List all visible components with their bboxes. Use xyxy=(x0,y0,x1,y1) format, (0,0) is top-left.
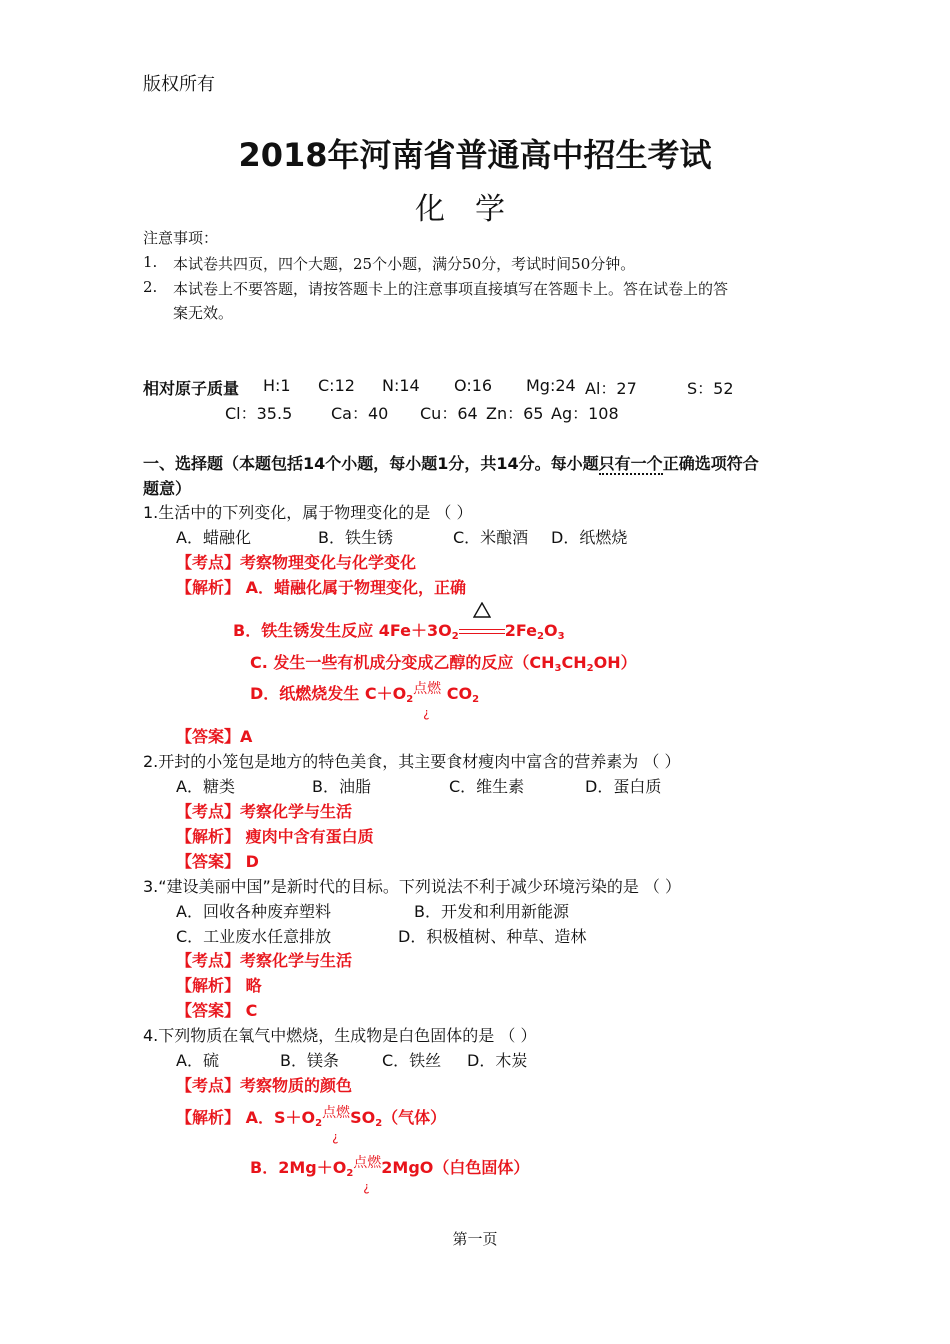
ignite-label: 点燃 xyxy=(413,681,442,697)
q2-answer: 【答案】 D xyxy=(176,852,259,871)
q2-kaodian: 【考点】考察化学与生活 xyxy=(176,802,353,821)
q1-answer: 【答案】A xyxy=(176,727,253,746)
notice-item-1: 本试卷共四页，四个大题，25个小题，满分50分，考试时间50分钟。 xyxy=(173,255,636,273)
atomic-mass-o: O:16 xyxy=(454,376,493,395)
q4-jiexi-b: B．$2Mg+O_2$点燃 ¿ 2MgO（白色固体） xyxy=(250,1155,530,1194)
copyright-note: 版权所有 xyxy=(143,74,215,95)
atomic-mass-ag: Ag：108 xyxy=(551,404,619,423)
atomic-mass-zn: Zn：65 xyxy=(486,404,544,423)
q1-option-c: C．米酿酒 xyxy=(453,528,529,547)
atomic-mass-n: N:14 xyxy=(382,376,420,395)
q4-jiexi-a-tail: （气体） xyxy=(382,1108,447,1127)
q3-stem: 3.“建设美丽中国”是新时代的目标。下列说法不利于减少环境污染的是 （ ） xyxy=(143,877,682,896)
notice-heading: 注意事项： xyxy=(143,229,219,247)
q2-option-d: D．蛋白质 xyxy=(585,777,662,796)
q4-jiexi-a-lhs: 【解析】 A．S＋O xyxy=(176,1108,316,1127)
q2-option-c: C．维生素 xyxy=(449,777,525,796)
section-heading-line2: 题意） xyxy=(143,479,192,498)
q4-jiexi-a: 【解析】 A．$S+O_2$点燃 ¿ $SO_2$（气体） xyxy=(176,1105,447,1144)
q1-stem: 1.生活中的下列变化，属于物理变化的是 （ ） xyxy=(143,503,473,522)
q2-stem: 2.开封的小笼包是地方的特色美食，其主要食材瘦肉中富含的营养素为 （ ） xyxy=(143,752,681,771)
q4-option-c: C．铁丝 xyxy=(382,1051,442,1070)
notice-item-2-num: 2. xyxy=(143,278,158,296)
section-heading-b: 正确选项符合 xyxy=(662,454,759,473)
page-number: 第一页 xyxy=(452,1230,498,1248)
q4-option-d: D．木炭 xyxy=(467,1051,528,1070)
notice-item-2-cont: 案无效。 xyxy=(173,304,234,322)
q1-jiexi-d-rhs: CO xyxy=(446,684,473,703)
atomic-mass-al: Al：27 xyxy=(585,379,637,398)
q1-jiexi-d-lhs: D．纸燃烧发生 C＋O xyxy=(250,684,407,703)
q4-option-a: A．硫 xyxy=(176,1051,219,1070)
q1-kaodian: 【考点】考察物理变化与化学变化 xyxy=(176,553,417,572)
section-heading-a: 一、选择题（本题包括14个小题，每小题1分，共14分。每小题 xyxy=(143,454,599,473)
q3-option-d: D．积极植树、种草、造林 xyxy=(398,927,587,946)
atomic-mass-label: 相对原子质量 xyxy=(143,379,240,398)
heat-arrow xyxy=(459,624,505,640)
q4-jiexi-b-rhs: 2MgO（白色固体） xyxy=(381,1158,530,1177)
q3-answer: 【答案】 C xyxy=(176,1001,258,1020)
ignite-glyph-3: ¿ xyxy=(363,1180,370,1194)
q1-option-a: A．蜡融化 xyxy=(176,528,251,547)
exam-title: 2018年河南省普通高中招生考试 xyxy=(238,136,712,174)
q4-kaodian: 【考点】考察物质的颜色 xyxy=(176,1076,353,1095)
q3-option-c: C．工业废水任意排放 xyxy=(176,927,332,946)
q1-jiexi-a: 【解析】 A．蜡融化属于物理变化，正确 xyxy=(176,578,466,597)
q1-jiexi-b-rhs: 2Fe xyxy=(504,621,538,640)
q3-option-b: B．开发和利用新能源 xyxy=(414,902,569,921)
q1-jiexi-b-lhs: B．铁生锈发生反应 4Fe＋3O xyxy=(233,621,452,640)
section-heading xyxy=(143,451,759,474)
atomic-mass-cu: Cu：64 xyxy=(420,404,478,423)
section-heading-emphasis: 只有一个 xyxy=(598,454,663,473)
atomic-mass-h: H:1 xyxy=(263,376,291,395)
q2-option-a: A．糖类 xyxy=(176,777,235,796)
q4-stem: 4.下列物质在氧气中燃烧，生成物是白色固体的是 （ ） xyxy=(143,1026,537,1045)
atomic-mass-ca: Ca：40 xyxy=(331,404,389,423)
ignite-condition-2 xyxy=(322,1105,351,1144)
q3-option-a: A．回收各种废弃塑料 xyxy=(176,902,331,921)
ignite-label-2: 点燃 xyxy=(322,1105,351,1121)
q4-option-b: B．镁条 xyxy=(280,1051,339,1070)
ignite-condition-3 xyxy=(353,1155,382,1194)
atomic-mass-mg: Mg:24 xyxy=(526,376,576,395)
q1-option-b: B．铁生锈 xyxy=(318,528,393,547)
q1-jiexi-c-text: C. 发生一些有机成分变成乙醇的反应（CH xyxy=(250,653,555,672)
ignite-glyph: ¿ xyxy=(423,706,430,720)
q2-jiexi: 【解析】 瘦肉中含有蛋白质 xyxy=(176,827,374,846)
ignite-glyph-2: ¿ xyxy=(332,1130,339,1144)
q1-jiexi-c: C. 发生一些有机成分变成乙醇的反应$(CH_3CH_2OH)$ xyxy=(250,653,637,674)
q1-jiexi-b: B．铁生锈发生反应 $4Fe+3O_2$ $2Fe_2O_3$ xyxy=(233,618,565,642)
notice-item-2: 本试卷上不要答题，请按答题卡上的注意事项直接填写在答题卡上。答在试卷上的答 xyxy=(173,280,729,298)
q1-jiexi-d: D．纸燃烧发生 $C+O_2$点燃 ¿ $CO_2$ xyxy=(250,681,480,720)
notice-item-1-num: 1. xyxy=(143,253,158,271)
ignite-condition xyxy=(413,681,442,720)
atomic-mass-cl: Cl：35.5 xyxy=(225,404,293,423)
ignite-label-3: 点燃 xyxy=(353,1155,382,1171)
q2-option-b: B．油脂 xyxy=(312,777,371,796)
heat-triangle-icon xyxy=(473,602,491,622)
exam-subject: 化学 xyxy=(415,192,535,227)
q4-jiexi-b-lhs: B．2Mg＋O xyxy=(250,1158,347,1177)
q1-option-d: D．纸燃烧 xyxy=(551,528,628,547)
q4-jiexi-a-rhs: SO xyxy=(350,1108,376,1127)
q3-kaodian: 【考点】考察化学与生活 xyxy=(176,951,353,970)
atomic-mass-c: C:12 xyxy=(318,376,355,395)
atomic-mass-s: S：52 xyxy=(687,379,734,398)
q3-jiexi: 【解析】 略 xyxy=(176,976,262,995)
